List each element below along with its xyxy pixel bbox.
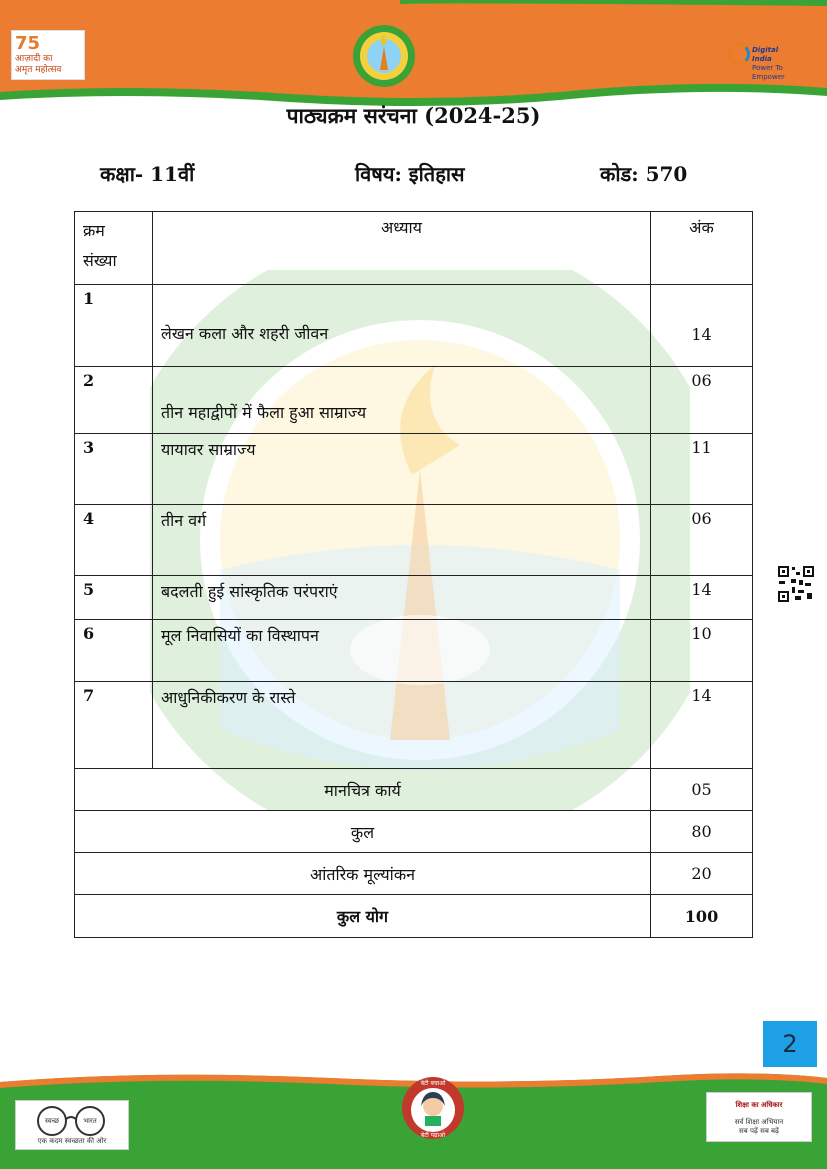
digital-india-ring-icon (728, 43, 750, 65)
serial-header-line-1: क्रम (83, 221, 105, 240)
chapter-marks: 14 (651, 682, 753, 769)
serial-header-line-2: संख्या (83, 251, 117, 270)
shiksha-ka-adhikar-logo (706, 1092, 812, 1142)
chapter-marks: 14 (651, 285, 753, 367)
azadi-ka-amrit-mahotsav-logo (11, 30, 85, 80)
summary-label: आंतरिक मूल्यांकन (75, 853, 651, 895)
table-row (75, 620, 753, 682)
digital-india-title: Digital India (752, 46, 779, 63)
summary-marks: 20 (651, 853, 753, 895)
row-number: 1 (75, 285, 153, 367)
chapter-name: आधुनिकीकरण के रास्ते (153, 682, 651, 769)
table-row (75, 367, 753, 434)
chapter-name: तीन वर्ग (153, 505, 651, 576)
class-label: कक्षा- 11वीं (100, 162, 195, 186)
table-row (75, 682, 753, 769)
row-number: 7 (75, 682, 153, 769)
summary-marks: 05 (651, 769, 753, 811)
swachh-tagline: एक कदम स्वच्छता की ओर (37, 1137, 107, 1145)
table-header-row (75, 212, 753, 285)
chapter-marks: 11 (651, 434, 753, 505)
spectacles-icon (16, 1101, 128, 1137)
subject-label: विषय: इतिहास (355, 162, 465, 186)
board-emblem-icon (352, 24, 416, 88)
beti-bachao-text: बेटी बचाओ (420, 1080, 446, 1087)
page-title: पाठ्यक्रम सरंचना (2024-25) (286, 103, 541, 128)
qr-code-icon[interactable] (777, 565, 815, 603)
logo-left-line-1: आज़ादी का (15, 54, 53, 64)
syllabus-table (74, 211, 753, 938)
code-label: कोड: 570 (600, 162, 688, 186)
row-number: 4 (75, 505, 153, 576)
bharat-word: भारत (83, 1117, 97, 1125)
summary-row-internal-assessment (75, 853, 753, 895)
beti-bachao-logo-icon (401, 1076, 465, 1140)
table-row (75, 285, 753, 367)
digital-india-logo (728, 40, 798, 81)
chapter-marks: 10 (651, 620, 753, 682)
chapter-marks: 14 (651, 576, 753, 620)
table-row (75, 576, 753, 620)
summary-marks: 80 (651, 811, 753, 853)
marks-header: अंक (651, 212, 753, 285)
summary-row-grand-total (75, 895, 753, 938)
row-number: 5 (75, 576, 153, 620)
sarva-shiksha-text: सर्व शिक्षा अभियान (734, 1118, 784, 1126)
chapter-marks: 06 (651, 505, 753, 576)
swachh-word: स्वच्छ (44, 1117, 60, 1125)
sarva-shiksha-tagline: सब पढ़ें सब बढ़ें (739, 1127, 779, 1135)
page-number-badge: 2 (763, 1021, 817, 1067)
summary-row-map-work (75, 769, 753, 811)
row-number: 2 (75, 367, 153, 434)
chapter-name: मूल निवासियों का विस्थापन (153, 620, 651, 682)
table-row (75, 434, 753, 505)
row-number: 3 (75, 434, 153, 505)
logo-75-number: 75 (15, 33, 41, 54)
shiksha-title: शिक्षा का अधिकार (735, 1101, 783, 1109)
chapter-name: यायावर साम्राज्य (153, 434, 651, 505)
digital-india-tagline: Power To Empower (752, 64, 785, 81)
serial-header (75, 212, 153, 285)
summary-row-total (75, 811, 753, 853)
summary-label: कुल (75, 811, 651, 853)
swachh-bharat-logo (15, 1100, 129, 1150)
beti-padhao-text: बेटी पढ़ाओ (420, 1132, 446, 1139)
logo-left-line-2: अमृत महोत्सव (15, 65, 62, 75)
summary-marks: 100 (651, 895, 753, 938)
chapter-name: तीन महाद्वीपों में फैला हुआ साम्राज्य (153, 367, 651, 434)
chapter-name: बदलती हुई सांस्कृतिक परंपराएं (153, 576, 651, 620)
chapter-header: अध्याय (153, 212, 651, 285)
row-number: 6 (75, 620, 153, 682)
chapter-marks: 06 (651, 367, 753, 434)
chapter-name: लेखन कला और शहरी जीवन (153, 285, 651, 367)
table-row (75, 505, 753, 576)
summary-label: मानचित्र कार्य (75, 769, 651, 811)
summary-label: कुल योग (75, 895, 651, 938)
